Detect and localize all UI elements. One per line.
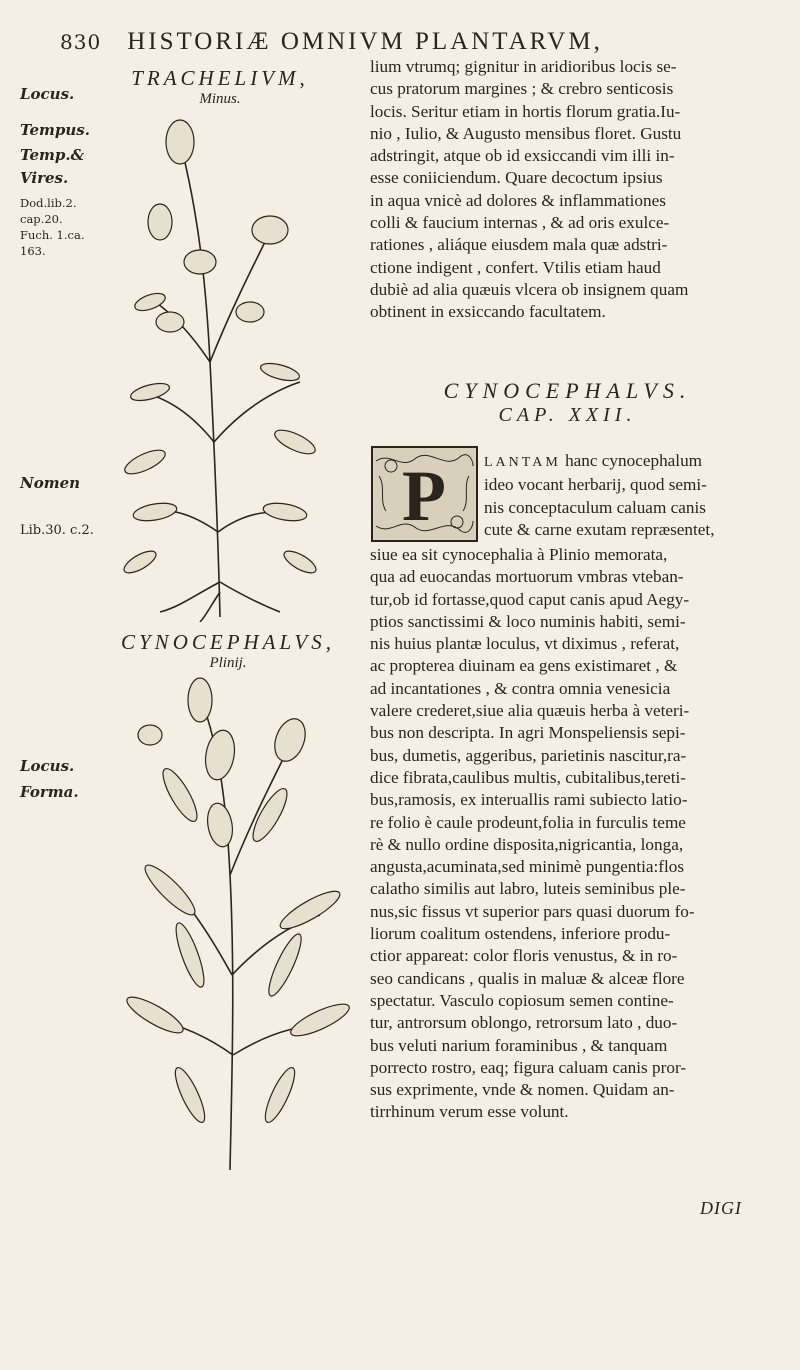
text-line: re folio è caule prodeunt,folia in furculis teme [370,812,686,832]
page-number: 830 [60,30,102,54]
svg-text:P: P [402,456,446,536]
text-line: ac propterea diuinam ea gens existimaret , & [370,656,678,676]
chapter-number: CAP. XXII. [498,404,637,426]
text-line: nio , Iulio, & Augusto mensibus floret. Gustu [370,123,682,143]
text-line: ctior appareat: color floris venustus, & in ro- [370,946,678,966]
margin-note-tempus: Tempus. [20,121,90,139]
plant-subtitle: Minus. [199,91,241,107]
text-line: colli & faucium internas , & ad oris exulce- [370,213,670,233]
text-line: dice fibrata,caulibus multis, cubitalibus,tereti- [370,767,686,787]
text-line: ad incantationes , & contra omnia venesicia [370,678,671,698]
text-line: porrecto rostro, eaq; figura caluam canis pror- [370,1057,687,1077]
margin-ref-fuch: Fuch. 1.ca. [20,228,85,242]
text-line: tur, antrorsum oblongo, retrorsum lato , duo- [370,1013,678,1033]
text-line: spectatur. Vasculo copiosum semen contine- [370,990,674,1010]
text-line: ctione indigent , confert. Vtilis etiam haud [370,257,661,277]
text-line: qua ad euocandas mortuorum vmbras vteban- [370,567,684,587]
main-text-block [370,544,765,1124]
text-line: bus non descripta. In agri Monspeliensis sepi- [370,723,686,743]
trachelium-woodcut-illustration [110,112,330,622]
margin-ref-cap: cap.20. [20,212,63,226]
text-line: tur,ob id fortasse,quod caput canis apud Aegy- [370,589,690,609]
margin-note-forma: Forma. [20,783,79,801]
initial-word: LANTAM [484,455,561,470]
text-line: siue ea sit cynocephalia à Plinio memorata, [370,545,668,564]
text-line: rationes , aliáque eiusdem mala quæ adstri- [370,235,668,255]
lead-lines-block [484,450,765,541]
plant-name: TRACHELIVM, [131,66,309,90]
text-line: tirrhinum verum esse volunt. [370,1102,569,1122]
continued-text-block [370,56,765,324]
text-line: in aqua vnicè ad dolores & inflammationes [370,190,666,210]
running-title: HISTORIÆ OMNIVM PLANTARVM, [127,28,603,55]
text-line: seo candicans , qualis in maluæ & alceæ flore [370,968,685,988]
margin-note-locus: Locus. [20,85,75,103]
margin-ref-dod: Dod.lib.2. [20,196,77,210]
text-line [484,450,765,474]
text-line: sus exprimente, vnde & nomen. Quidam an- [370,1080,675,1100]
cynocephalus-woodcut-illustration [120,675,350,1175]
chapter-heading [370,378,765,427]
text-line: locis. Seritur etiam in hortis florum gratia.Iu- [370,101,681,121]
text-line: nus,sic fissus vt superior pars quasi duorum fo- [370,901,695,921]
text-line: obtinent in exsiccando facultatem. [370,302,606,322]
text-line: ideo vocant herbarij, quod semi- [484,475,707,495]
plant-caption-trachelium [110,66,330,108]
text-line: ptios sanctissimi & loco numinis habiti, semi- [370,611,686,631]
text-line: calatho similis aut labro, luteis seminibus ple- [370,879,686,899]
line-rest: hanc cynocephalum [565,451,703,470]
text-line: nis huius plantæ loculus, vt diximus , referat, [370,634,680,654]
text-line: lium vtrumq; gignitur in aridioribus locis se- [370,57,677,76]
plant-subtitle: Plinij. [209,655,247,671]
decorated-initial-p [371,446,478,542]
margin-note-temp-vires-2: Vires. [20,169,69,187]
margin-note-temp-vires-1: Temp.& [20,146,85,164]
text-line: angusta,acuminata,sed minimè pungentia:flos [370,857,685,877]
margin-ref-lib: Lib.30. c.2. [20,523,94,538]
text-line: bus,ramosis, ex interuallis rami subiecto latio- [370,790,688,810]
text-line: bus veluti narium foraminibus , & tanquam [370,1035,668,1055]
text-line: rè & nullo ordine disposita,nigricantia, longa, [370,834,684,854]
plant-caption-cynocephalus [108,630,348,672]
text-line: cute & carne exutam repræsentet, [484,519,715,539]
margin-note-locus-2: Locus. [20,757,75,775]
text-line: esse coniiciendum. Quare decoctum ipsius [370,168,663,188]
text-line: liorum coalitum ostendens, inferiore produ- [370,924,671,944]
text-line: dubiè ad alia quæuis vlcera ob insignem quam [370,279,689,299]
text-line: adstringit, atque ob id exsiccandi vim illi in- [370,146,675,166]
chapter-name: CYNOCEPHALVS. [443,378,692,403]
text-line: cus pratorum margines ; & crebro senticosis [370,79,674,99]
text-line: valere crederet,siue alia quæuis herba à veteri- [370,701,690,721]
margin-ref-num: 163. [20,244,46,258]
catchword: DIGI [700,1198,742,1218]
plant-name: CYNOCEPHALVS, [121,630,335,654]
margin-note-nomen: Nomen [20,474,81,492]
text-line: bus, dumetis, aggeribus, parietinis nascitur,ra- [370,745,687,765]
text-line: nis conceptaculum caluam canis [484,497,706,517]
